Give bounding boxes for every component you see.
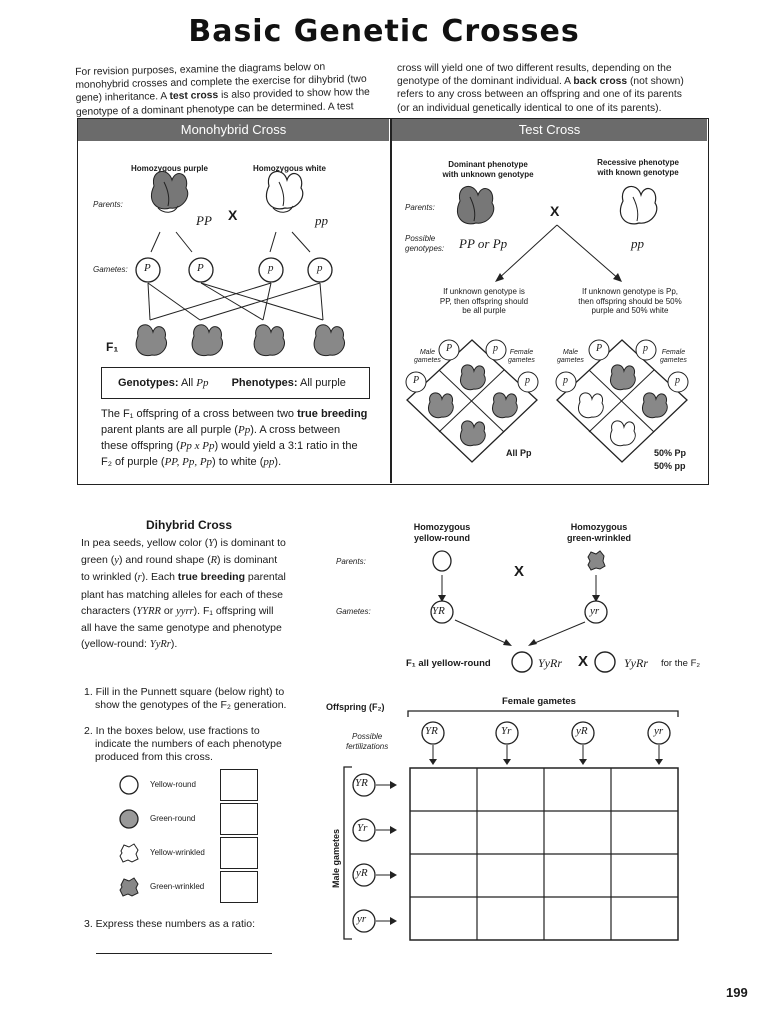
yellow-round-seed-icon	[433, 551, 451, 571]
mono-homo-white: Homozygous white	[253, 164, 326, 173]
test-possible-label: Possible genotypes:	[405, 234, 445, 253]
dihybrid-gamete-YR: YR	[432, 605, 445, 617]
dihybrid-homo-gw: Homozygous green-wrinkled	[566, 522, 631, 543]
dihybrid-gamete-yr: yr	[590, 605, 600, 617]
possible-fertilizations-label: Possible fertilizations	[346, 732, 389, 751]
offspring-label: Offspring (F₂)	[326, 702, 385, 712]
test-parents-label: Parents:	[405, 203, 435, 212]
pheno-answer-box-4[interactable]	[220, 871, 258, 903]
test-r-male: Male gametes	[557, 349, 584, 364]
test-pct: 50% Pp 50% pp	[654, 448, 687, 471]
male-gamete-3: yR	[356, 867, 368, 879]
ratio-answer-line[interactable]	[96, 953, 272, 954]
female-gamete-3: yR	[576, 725, 588, 737]
punnett-cell-1-2[interactable]	[478, 769, 544, 811]
punnett-frame	[330, 705, 690, 945]
dihybrid-f1-cross: X	[578, 653, 589, 670]
test-rec-val: pp	[631, 236, 644, 251]
test-dom-label: Dominant phenotype with unknown genotype	[442, 160, 534, 179]
pheno-label-1: Yellow-round	[150, 780, 196, 789]
test-l-g2: p	[493, 343, 498, 354]
test-r-g3: p	[563, 375, 568, 386]
dihybrid-f1-geno-2: YyRr	[624, 656, 648, 670]
page-number: 199	[726, 985, 748, 1000]
test-rec-label: Recessive phenotype with known genotype	[597, 158, 679, 177]
yellow-wrinkled-seed-icon	[118, 842, 140, 864]
female-gamete-4: yr	[654, 725, 664, 737]
dihybrid-cross-x: X	[514, 563, 525, 580]
female-gametes-label: Female gametes	[502, 696, 576, 707]
pheno-answer-box-2[interactable]	[220, 803, 258, 835]
mono-diagram	[78, 140, 390, 360]
dihybrid-gametes-label: Gametes:	[336, 607, 371, 616]
exercise-q1: 1. Fill in the Punnett square (below right) to show the genotypes of the F₂ generation.	[84, 686, 287, 711]
female-gamete-2: Yr	[501, 725, 512, 737]
mono-homo-purple: Homozygous purple	[131, 164, 208, 173]
mono-parents-label: Parents:	[93, 200, 123, 209]
mono-gametes-label: Gametes:	[93, 265, 128, 274]
exercise-q3: 3. Express these numbers as a ratio:	[84, 918, 255, 930]
test-r-female: Female gametes	[660, 349, 687, 364]
test-l-g1: P	[446, 343, 453, 354]
mono-paragraph: The F₁ offspring of a cross between two true breeding parent plants are all purple (Pp). A cross between these offspring (Pp x Pp) would yield a 3:1 ratio in the F₂ of purple (PP, Pp, Pp) to white (pp).	[101, 408, 368, 468]
pheno-answer-box-1[interactable]	[220, 769, 258, 801]
punnett-cell-1-4[interactable]	[612, 769, 678, 811]
punnett-cell-1-1[interactable]	[411, 769, 477, 811]
white-flower-icon	[266, 171, 302, 212]
mono-PP-label: PP	[196, 213, 212, 228]
test-l-female: Female gametes	[508, 349, 535, 364]
mono-gamete-1: P	[144, 262, 151, 274]
test-left-note: If unknown genotype is PP, then offspring should be all purple	[439, 287, 529, 315]
mono-header: Monohybrid Cross	[78, 119, 389, 141]
pheno-label-3: Yellow-wrinkled	[150, 848, 205, 857]
dihybrid-title: Dihybrid Cross	[146, 518, 233, 532]
test-r-g1: P	[596, 343, 603, 354]
exercise-q2: 2. In the boxes below, use fractions to indicate the numbers of each phenotype produced from this cross.	[84, 725, 282, 763]
purple-flower-icon	[151, 171, 187, 212]
test-l-g3: P	[413, 375, 420, 386]
test-l-g4: p	[525, 375, 530, 386]
mono-cross-x: X	[228, 207, 238, 223]
green-wrinkled-seed-icon	[588, 551, 605, 570]
intro-left: For revision purposes, examine the diagrams below on monohybrid crosses and complete the exercise for dihybrid (two gene) inheritance. A test cross is also provided to show how the genotype of a dominant phenotype can be determined. A test	[75, 61, 370, 118]
yellow-round-seed-icon	[118, 774, 140, 796]
test-r-g2: p	[643, 343, 648, 354]
green-wrinkled-seed-icon	[118, 876, 140, 898]
mono-pp-label: pp	[315, 213, 328, 228]
test-all-pp: All Pp	[506, 448, 532, 458]
page-title: Basic Genetic Crosses	[188, 14, 580, 49]
dihybrid-paragraph: In pea seeds, yellow color (Y) is dominant to green (y) and round shape (R) is dominant to wrinkled (r). Each true breeding parental plant has matching alleles for each of these characters (YYRR or yyrr). F₁ offspring will all have the same genotype and phenotype (yellow-round: YyRr).	[81, 537, 286, 651]
female-gamete-1: YR	[425, 725, 438, 737]
test-possible-val: PP or Pp	[459, 236, 508, 251]
test-l-male: Male gametes	[414, 349, 441, 364]
mono-gamete-2: P	[197, 262, 204, 274]
dihybrid-homo-yr: Homozygous yellow-round	[413, 522, 471, 543]
dihybrid-f2-note: for the F₂	[661, 658, 701, 669]
pheno-label-2: Green-round	[150, 814, 196, 823]
mono-gamete-3: p	[268, 262, 274, 274]
male-gamete-1: YR	[355, 777, 368, 789]
intro-right: cross will yield one of two different results, depending on the genotype of the dominant individual. A back cross (not shown) refers to any cross between an offspring and one of its parents (or an individual genetically identical to one of its parents).	[397, 63, 684, 114]
test-right-note: If unknown genotype is Pp, then offspring should be 50% purple and 50% white	[578, 287, 682, 315]
test-header: Test Cross	[392, 119, 707, 141]
pheno-answer-box-3[interactable]	[220, 837, 258, 869]
dihybrid-f1-label: F₁ all yellow-round	[406, 658, 491, 669]
male-gamete-4: yr	[357, 913, 367, 925]
white-flower-icon	[620, 186, 656, 223]
male-gamete-2: Yr	[357, 822, 368, 834]
green-round-seed-icon	[118, 808, 140, 830]
punnett-cell-1-3[interactable]	[545, 769, 611, 811]
mono-f1-label: F₁	[106, 340, 119, 354]
test-cross-x: X	[550, 203, 560, 219]
test-r-g4: p	[675, 375, 680, 386]
mono-result-box: Genotypes: All Pp Phenotypes: All purple	[101, 367, 370, 399]
dihybrid-f1-geno-1: YyRr	[538, 656, 562, 670]
pheno-label-4: Green-wrinkled	[150, 882, 205, 891]
purple-flower-icon	[457, 186, 493, 223]
dihybrid-parents-label: Parents:	[336, 557, 366, 566]
male-gametes-label: Male gametes	[331, 828, 341, 888]
mono-gamete-4: p	[317, 262, 323, 274]
